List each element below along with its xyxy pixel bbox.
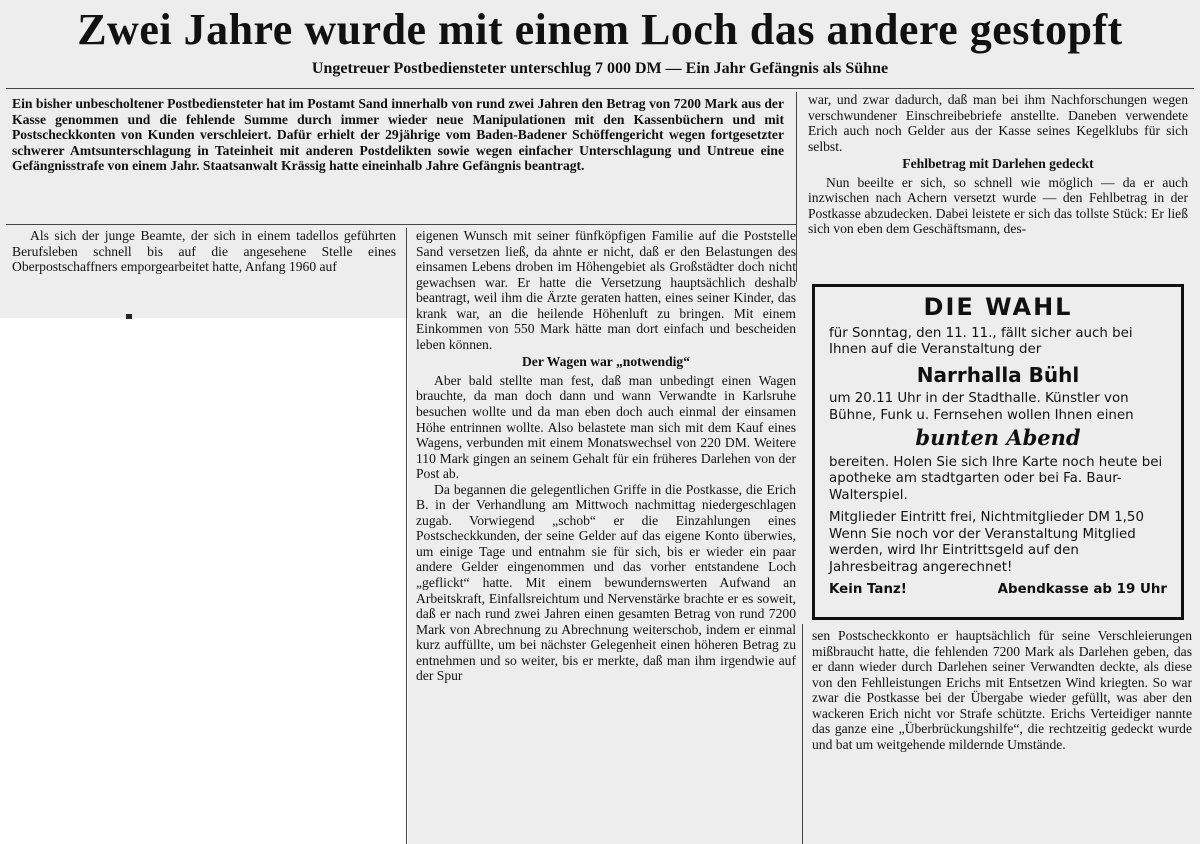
col3-subheading: Fehlbetrag mit Darlehen gedeckt bbox=[902, 156, 1094, 172]
ad-footer bbox=[829, 582, 1167, 599]
col2-paragraph-3: Da begannen die gelegentlichen Griffe in die Postkasse, die Erich B. in der Verhandlung am Mittwoch nachmittag niedergeschlagen zugab. Vorwiegend „schob“ er die Einzahlungen eines Postscheckkunden, der seine Gelder auf das eigene Konto überwies, um einige Tage und entnahm sie für sich, bis er wieder ein paar andere Gelder eingenommen und das vorher entstandene Loch „geflickt“ hatte. Mit einem bewundernswerten Aufwand an Arbeitskraft, Einfallsreichtum und Nervenstärke brachte er es soweit, daß er nach rund zwei Jahren einen gesamten Betrag von rund 7200 Mark von Abrechnung zu Abrechnung weiterschob, indem er einmal kurz auffüllte, um bei nächster Gelegenheit einen höheren Betrag zu entnehmen und so weiter, bis er merkte, daß man ihm irgendwie auf der Spur bbox=[416, 481, 796, 684]
col2-paragraph-2: Aber bald stellte man fest, daß man unbedingt einen Wagen brauchte, da man doch dann und wann Verwandte in Karlsruhe besuchen wollte und da man eben doch auch einmal der einsamen Höhe entrinnen wollte. Also belastete man sich mit dem Kauf eines Wagens, verbunden mit einem Monatswechsel von 220 DM. Weitere 110 Mark gingen an seinem Gehalt für ein früheres Darlehen von der Post ab. bbox=[416, 372, 796, 482]
ad-line-1: für Sonntag, den 11. 11., fällt sicher auch bei Ihnen auf die Veranstaltung der bbox=[829, 325, 1133, 357]
column-1 bbox=[12, 228, 396, 275]
column-3-upper bbox=[808, 92, 1188, 237]
ad-line-2: um 20.11 Uhr in der Stadthalle. Künstler von Bühne, Funk u. Fernsehen wollen Ihnen einen bbox=[829, 391, 1134, 423]
col2-paragraph-1: eigenen Wunsch mit seiner fünfköpfigen Familie auf die Poststelle Sand versetzen ließ, da ahnte er nicht, daß er den Belastungen des einsamen Lebens droben im Höhengebiet als Großstädter doch nicht gewachsen war. Er hatte die Versetzung hauptsächlich deshalb beantragt, weil ihm die Ärzte geraten hatten, eines seiner Kinder, das krank war, an die heilende Höhenluft zu bringen. Mit einem Einkommen von 550 Mark hätte man dort einfach und bescheiden leben können. bbox=[416, 228, 796, 352]
lead-divider bbox=[6, 224, 796, 225]
ad-footer-right: Abendkasse ab 19 Uhr bbox=[997, 582, 1167, 597]
print-mark bbox=[126, 314, 132, 319]
col3-paragraph-1: war, und zwar dadurch, daß man bei ihm Nachforschungen wegen verschwundener Einschreibebriefe anstellte. Daneben verwendete Erich auch noch Gelder aus der Kasse seines Kegelklubs für sich selbst. bbox=[808, 92, 1188, 154]
col3-paragraph-3: sen Postscheckkonto er hauptsächlich für seine Verschleierungen mißbraucht hatte, die fehlenden 7200 Mark als Darlehen geben, das er dann wieder durch Darlehen seiner Verwandten deckte, als diese von den Fehlleistungen Erichs mit Entsetzen Wind kriegten. So war zwar die Postkasse bei der Übergabe wieder gefüllt, was aber den wackeren Erich nicht vor Strafe schützte. Erichs Verteidiger nannte das ganze eine „Überbrückungshilfe“, die rechtzeitig gedeckt wurde und bat um weitgehende mildernde Umstände. bbox=[812, 628, 1192, 752]
advertisement-box bbox=[812, 284, 1184, 620]
ad-title: DIE WAHL bbox=[923, 293, 1073, 321]
ad-event-name: bunten Abend bbox=[915, 425, 1081, 450]
subheadline: Ungetreuer Postbediensteter unterschlug 7 000 DM — Ein Jahr Gefängnis als Sühne bbox=[311, 60, 889, 77]
col1-paragraph-1: Als sich der junge Beamte, der sich in einem tadellos geführten Berufsleben schnell bis auf die angesehene Stelle eines Oberpostschaffners emporgearbeitet hatte, Anfang 1960 auf bbox=[12, 228, 396, 275]
column-divider-left bbox=[406, 228, 407, 844]
headline: Zwei Jahre wurde mit einem Loch das andere gestopft bbox=[77, 5, 1123, 54]
ad-line-4: Mitglieder Eintritt frei, Nichtmitglieder DM 1,50 Wenn Sie noch vor der Veranstaltung Mitglied werden, wird Ihr Eintrittsgeld auf den Jahresbeitrag angerechnet! bbox=[829, 510, 1144, 575]
ad-organization: Narrhalla Bühl bbox=[916, 362, 1080, 387]
col3-paragraph-2: Nun beeilte er sich, so schnell wie möglich — da er auch inzwischen nach Achern versetzt wurde — den Fehlbetrag in der Postkasse abzudecken. Dabei leistete er sich das tollste Stück: Er ließ sich von eben dem Geschäftsmann, des- bbox=[808, 174, 1188, 237]
lead-paragraph: Ein bisher unbescholtener Postbediensteter hat im Postamt Sand innerhalb von rund zwei Jahren den Betrag von 7200 Mark aus der Kasse genommen und die fehlende Summe durch immer wieder neue Manipulationen mit den Kassenbüchern und mit Postscheckkonten von Kunden verschleiert. Dafür erhielt der 29jährige vom Baden-Badener Schöffengericht wegen fortgesetzter schwerer Amtsunterschlagung in Tateinheit mit anderen Postdelikten sowie wegen einfacher Unterschlagung und Untreue eine Gefängnisstrafe von einem Jahr. Staatsanwalt Krässig hatte eineinhalb Jahre Gefängnis beantragt. bbox=[12, 96, 784, 174]
column-divider-lower bbox=[802, 624, 803, 844]
column-divider-upper bbox=[796, 92, 797, 282]
column-3-lower bbox=[812, 628, 1192, 752]
col2-subheading: Der Wagen war „notwendig“ bbox=[521, 354, 691, 370]
ad-footer-left: Kein Tanz! bbox=[829, 582, 907, 597]
column-2 bbox=[416, 228, 796, 684]
headline-divider bbox=[6, 88, 1194, 89]
ad-line-3: bereiten. Holen Sie sich Ihre Karte noch heute bei apotheke am stadtgarten oder bei Fa. Baur-Walterspiel. bbox=[829, 454, 1163, 503]
